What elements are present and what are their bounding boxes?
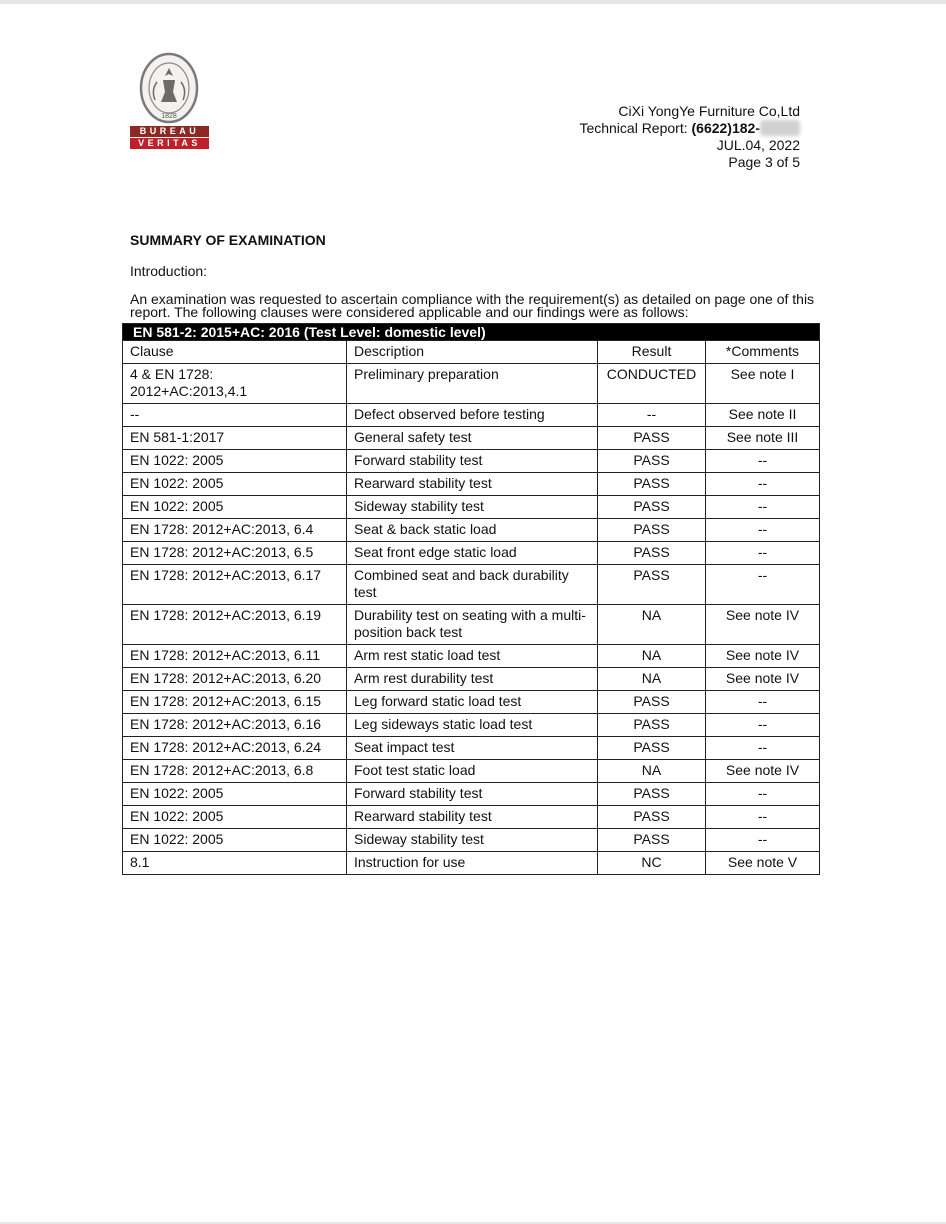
description-cell: Preliminary preparation (347, 364, 598, 404)
introduction-label: Introduction: (130, 263, 208, 279)
description-cell: Sideway stability test (347, 496, 598, 519)
report-number-line (579, 120, 800, 137)
table-row (123, 852, 820, 875)
result-cell: PASS (598, 427, 706, 450)
result-cell: PASS (598, 714, 706, 737)
comments-cell: -- (706, 565, 820, 605)
description-cell: Leg forward static load test (347, 691, 598, 714)
clause-cell: 4 & EN 1728: 2012+AC:2013,4.1 (123, 364, 347, 404)
findings-table (122, 323, 820, 875)
page-number: Page 3 of 5 (728, 154, 800, 170)
comments-cell: -- (706, 542, 820, 565)
description-cell: Seat impact test (347, 737, 598, 760)
clause-cell: EN 1728: 2012+AC:2013, 6.20 (123, 668, 347, 691)
result-cell: PASS (598, 473, 706, 496)
description-cell: Foot test static load (347, 760, 598, 783)
comments-cell: See note IV (706, 760, 820, 783)
clause-cell: -- (123, 404, 347, 427)
clause-cell: EN 1022: 2005 (123, 450, 347, 473)
table-row (123, 542, 820, 565)
comments-cell: See note IV (706, 668, 820, 691)
comments-cell: -- (706, 829, 820, 852)
table-row (123, 760, 820, 783)
header-description: Description (347, 341, 598, 364)
comments-cell: -- (706, 473, 820, 496)
comments-cell: See note II (706, 404, 820, 427)
clause-cell: EN 1728: 2012+AC:2013, 6.19 (123, 605, 347, 645)
seal-emblem-icon (139, 52, 199, 124)
result-cell: NA (598, 760, 706, 783)
comments-cell: -- (706, 519, 820, 542)
result-cell: CONDUCTED (598, 364, 706, 404)
description-cell: General safety test (347, 427, 598, 450)
description-cell: Rearward stability test (347, 473, 598, 496)
clause-cell: EN 1728: 2012+AC:2013, 6.11 (123, 645, 347, 668)
table-row (123, 404, 820, 427)
description-cell: Defect observed before testing (347, 404, 598, 427)
result-cell: PASS (598, 450, 706, 473)
result-cell: NA (598, 605, 706, 645)
description-cell: Arm rest static load test (347, 645, 598, 668)
logo-band-veritas: VERITAS (130, 138, 209, 149)
company-name: CiXi YongYe Furniture Co,Ltd (618, 103, 800, 119)
result-cell: PASS (598, 737, 706, 760)
description-cell: Forward stability test (347, 783, 598, 806)
clause-cell: EN 1728: 2012+AC:2013, 6.4 (123, 519, 347, 542)
table-row (123, 519, 820, 542)
clause-cell: EN 1022: 2005 (123, 473, 347, 496)
header-result: Result (598, 341, 706, 364)
table-row (123, 565, 820, 605)
bureau-veritas-logo (128, 52, 210, 148)
clause-cell: EN 1022: 2005 (123, 829, 347, 852)
table-row (123, 714, 820, 737)
clause-cell: EN 581-1:2017 (123, 427, 347, 450)
table-row (123, 364, 820, 404)
table-title: EN 581-2: 2015+AC: 2016 (Test Level: domestic level) (123, 324, 820, 341)
table-row (123, 473, 820, 496)
comments-cell: See note I (706, 364, 820, 404)
report-date: JUL.04, 2022 (716, 137, 800, 153)
header-clause: Clause (123, 341, 347, 364)
table-row (123, 783, 820, 806)
clause-cell: EN 1022: 2005 (123, 806, 347, 829)
table-row (123, 427, 820, 450)
table-row (123, 829, 820, 852)
description-cell: Leg sideways static load test (347, 714, 598, 737)
comments-cell: See note III (706, 427, 820, 450)
description-cell: Forward stability test (347, 450, 598, 473)
clause-cell: 8.1 (123, 852, 347, 875)
svg-text:1828: 1828 (161, 113, 177, 120)
table-header-row (123, 341, 820, 364)
result-cell: PASS (598, 691, 706, 714)
table-row (123, 605, 820, 645)
comments-cell: -- (706, 496, 820, 519)
report-number: (6622)182- (691, 120, 760, 136)
clause-cell: EN 1022: 2005 (123, 496, 347, 519)
result-cell: PASS (598, 829, 706, 852)
clause-cell: EN 1728: 2012+AC:2013, 6.5 (123, 542, 347, 565)
result-cell: PASS (598, 565, 706, 605)
result-cell: PASS (598, 542, 706, 565)
table-title-row (123, 324, 820, 341)
description-cell: Instruction for use (347, 852, 598, 875)
table-row (123, 737, 820, 760)
result-cell: PASS (598, 806, 706, 829)
comments-cell: See note V (706, 852, 820, 875)
table-row (123, 645, 820, 668)
comments-cell: See note IV (706, 605, 820, 645)
result-cell: PASS (598, 496, 706, 519)
clause-cell: EN 1728: 2012+AC:2013, 6.8 (123, 760, 347, 783)
result-cell: PASS (598, 783, 706, 806)
clause-cell: EN 1728: 2012+AC:2013, 6.16 (123, 714, 347, 737)
table-row (123, 496, 820, 519)
description-cell: Durability test on seating with a multi-position back test (347, 605, 598, 645)
summary-heading: SUMMARY OF EXAMINATION (130, 232, 326, 248)
report-label: Technical Report: (579, 120, 692, 136)
comments-cell: -- (706, 783, 820, 806)
comments-cell: -- (706, 714, 820, 737)
result-cell: NA (598, 668, 706, 691)
table-row (123, 668, 820, 691)
clause-cell: EN 1728: 2012+AC:2013, 6.17 (123, 565, 347, 605)
redacted-block (760, 120, 800, 136)
comments-cell: See note IV (706, 645, 820, 668)
table-row (123, 806, 820, 829)
clause-cell: EN 1022: 2005 (123, 783, 347, 806)
result-cell: NC (598, 852, 706, 875)
introduction-text: An examination was requested to ascertain compliance with the requirement(s) as detailed on page one of this report. The following clauses were considered applicable and our findings were as follows: (130, 291, 815, 320)
description-cell: Seat & back static load (347, 519, 598, 542)
logo-band-bureau: BUREAU (130, 126, 209, 137)
clause-cell: EN 1728: 2012+AC:2013, 6.15 (123, 691, 347, 714)
header-comments: *Comments (706, 341, 820, 364)
description-cell: Arm rest durability test (347, 668, 598, 691)
report-page (0, 4, 946, 1222)
description-cell: Combined seat and back durability test (347, 565, 598, 605)
comments-cell: -- (706, 450, 820, 473)
comments-cell: -- (706, 691, 820, 714)
description-cell: Sideway stability test (347, 829, 598, 852)
result-cell: -- (598, 404, 706, 427)
report-header (579, 103, 800, 171)
description-cell: Seat front edge static load (347, 542, 598, 565)
result-cell: NA (598, 645, 706, 668)
comments-cell: -- (706, 737, 820, 760)
result-cell: PASS (598, 519, 706, 542)
table-row (123, 450, 820, 473)
clause-cell: EN 1728: 2012+AC:2013, 6.24 (123, 737, 347, 760)
comments-cell: -- (706, 806, 820, 829)
description-cell: Rearward stability test (347, 806, 598, 829)
table-row (123, 691, 820, 714)
